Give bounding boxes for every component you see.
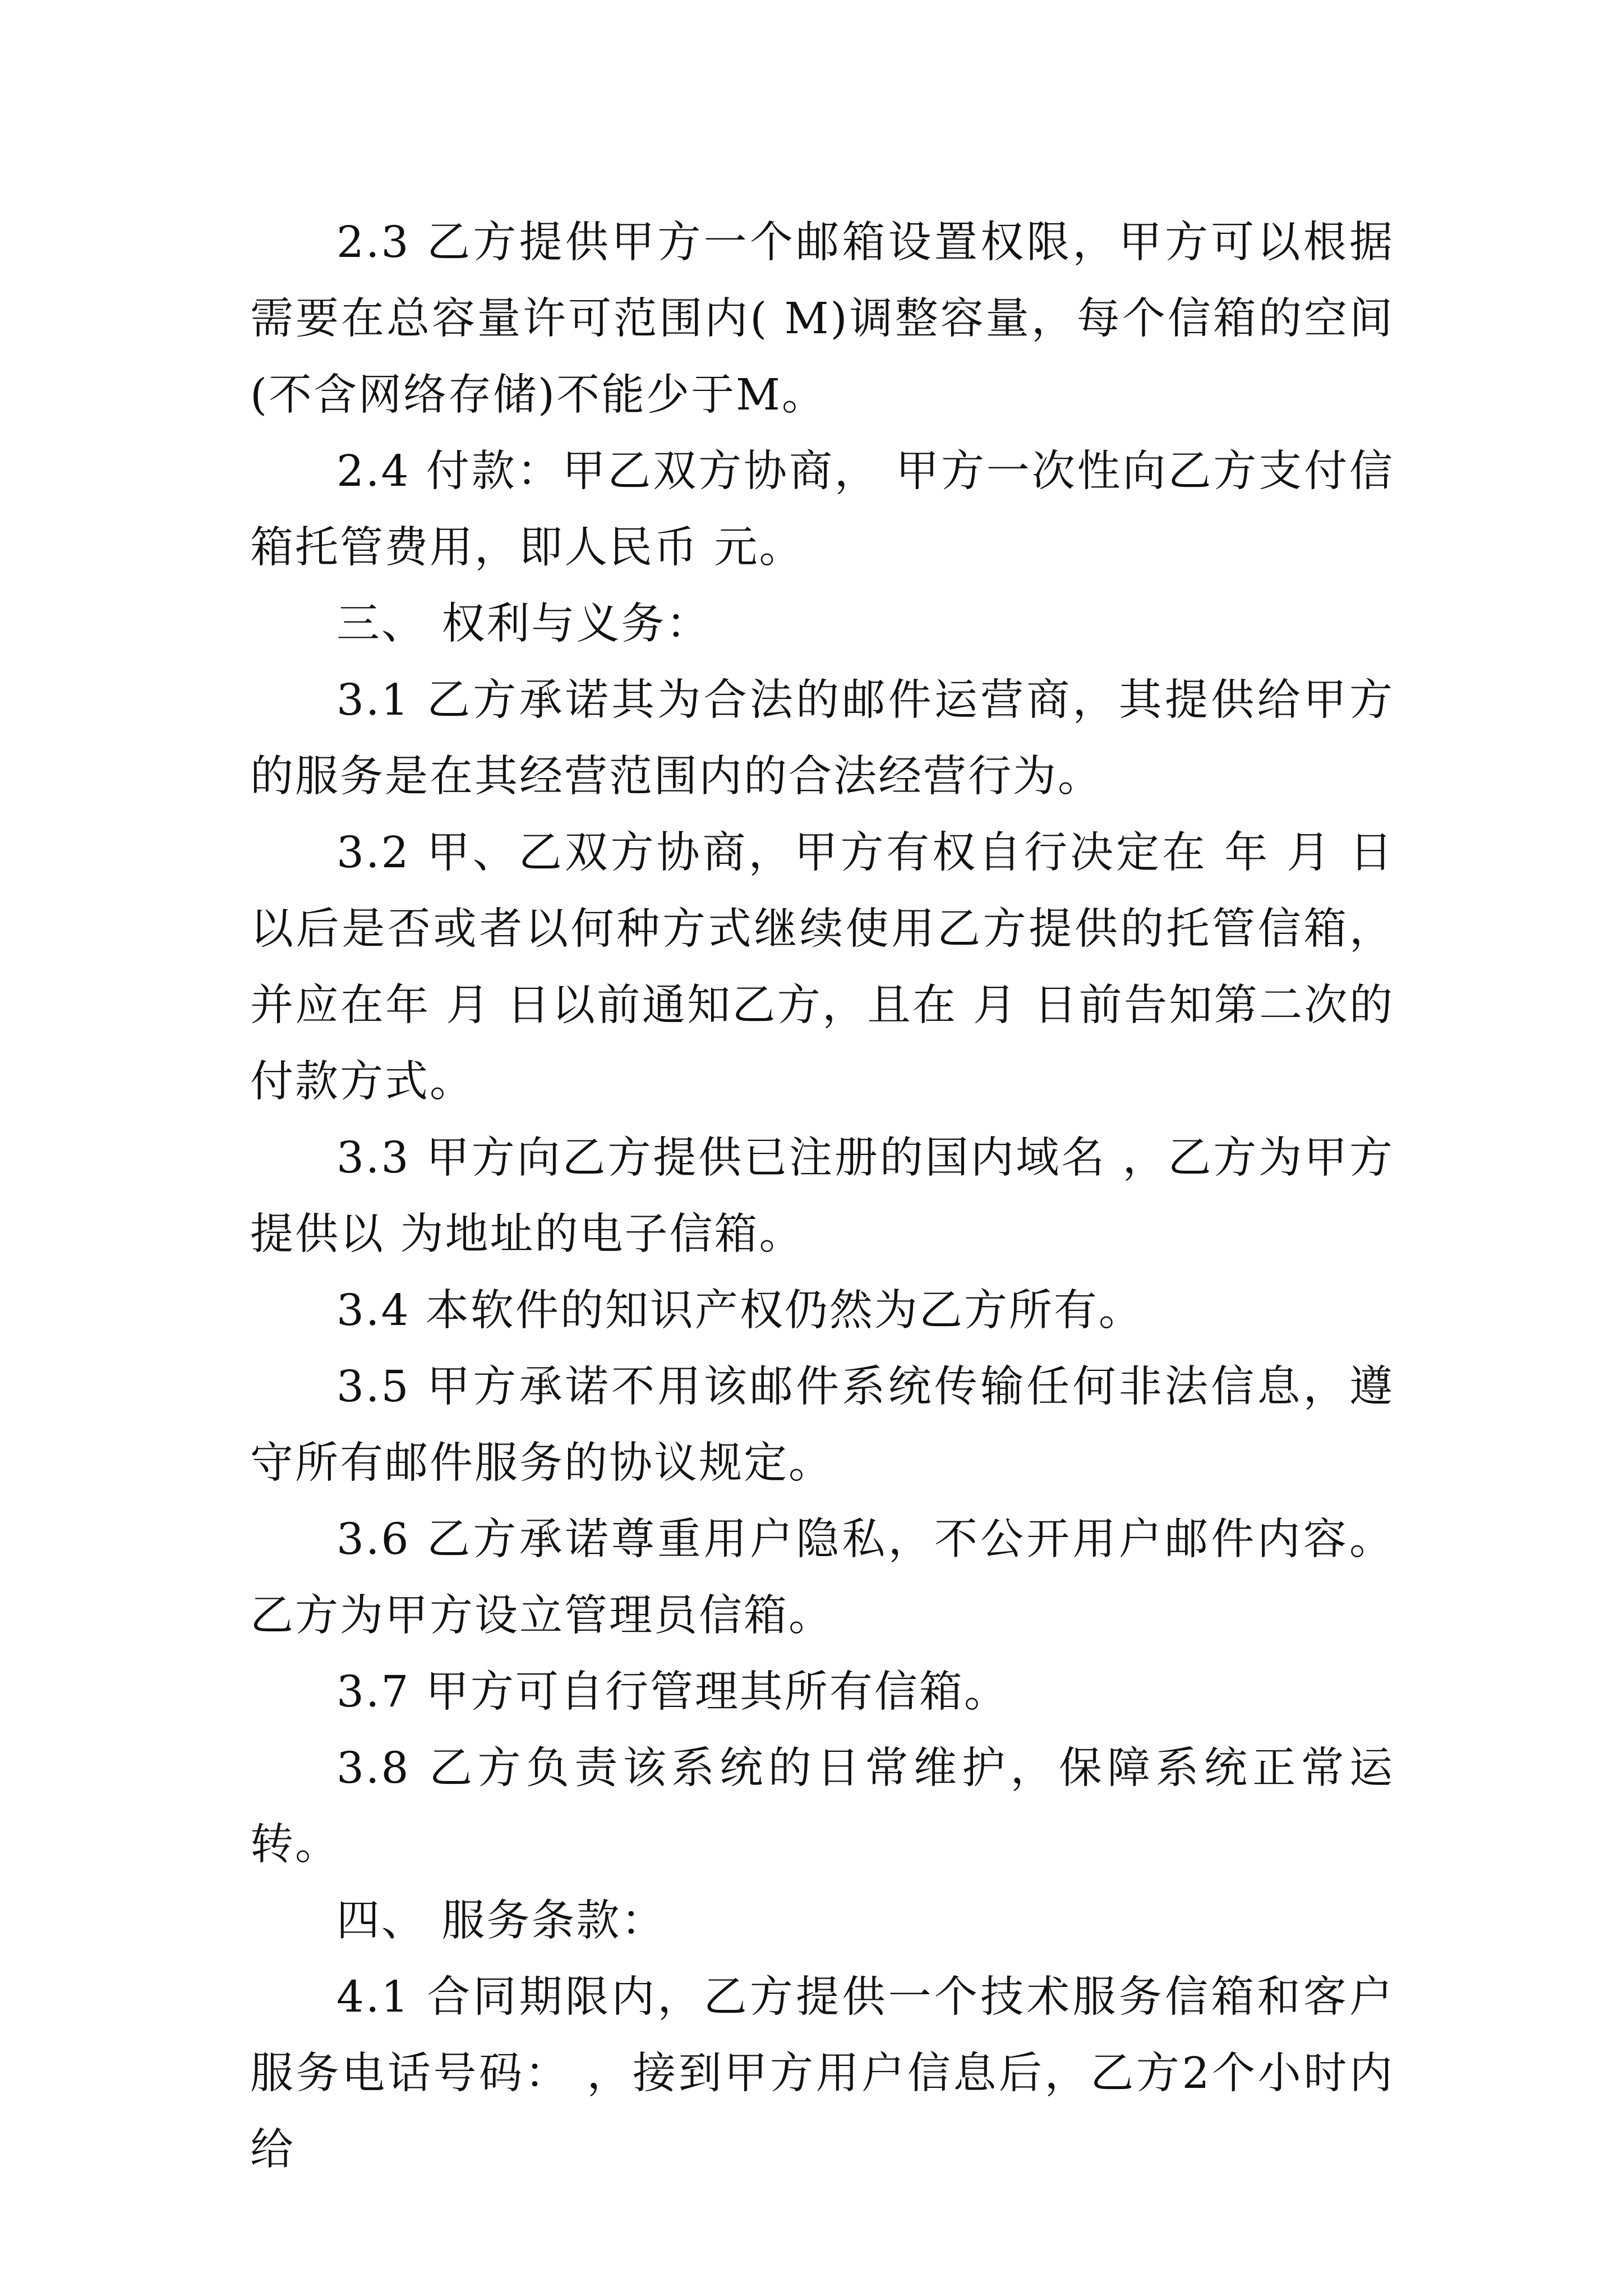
clause-3-7: 3.7 甲方可自行管理其所有信箱。: [336, 1667, 1009, 1717]
clause-3-5: 3.5 甲方承诺不用该邮件系统传输任何非法信息，遵守所有邮件服务的协议规定。: [250, 1362, 1394, 1488]
clause-3-1: 3.1 乙方承诺其为合法的邮件运营商，其提供给甲方的服务是在其经营范围内的合法经营行为。: [250, 675, 1394, 802]
section-heading-4: 四、 服务条款：: [336, 1896, 666, 1946]
clause-3-2: 3.2 甲、乙双方协商，甲方有权自行决定在 年 月 日以后是否或者以何种方式继续使用乙方提供的托管信箱，并应在年 月 日以前通知乙方，且在 月 日前告知第二次的付款方式。: [250, 828, 1394, 1107]
clause-3-6: 3.6 乙方承诺尊重用户隐私，不公开用户邮件内容。乙方为甲方设立管理员信箱。: [250, 1515, 1394, 1641]
clause-3-8: 3.8 乙方负责该系统的日常维护，保障系统正常运转。: [250, 1743, 1394, 1870]
document-body: [250, 205, 1394, 2188]
clause-4-1: 4.1 合同期限内，乙方提供一个技术服务信箱和客户服务电话号码： ，接到甲方用户信息后，乙方2个小时内给: [250, 1972, 1394, 2175]
section-heading-3: 三、 权利与义务：: [336, 599, 711, 649]
clause-3-4: 3.4 本软件的知识产权仍然为乙方所有。: [336, 1286, 1144, 1336]
clause-3-3: 3.3 甲方向乙方提供已注册的国内域名 ，乙方为甲方提供以 为地址的电子信箱。: [250, 1133, 1394, 1259]
clause-2-4: 2.4 付款：甲乙双方协商， 甲方一次性向乙方支付信箱托管费用，即人民币 元。: [250, 447, 1394, 573]
clause-2-3: 2.3 乙方提供甲方一个邮箱设置权限，甲方可以根据需要在总容量许可范围内( M)调整容量，每个信箱的空间(不含网络存储)不能少于M。: [250, 218, 1394, 420]
